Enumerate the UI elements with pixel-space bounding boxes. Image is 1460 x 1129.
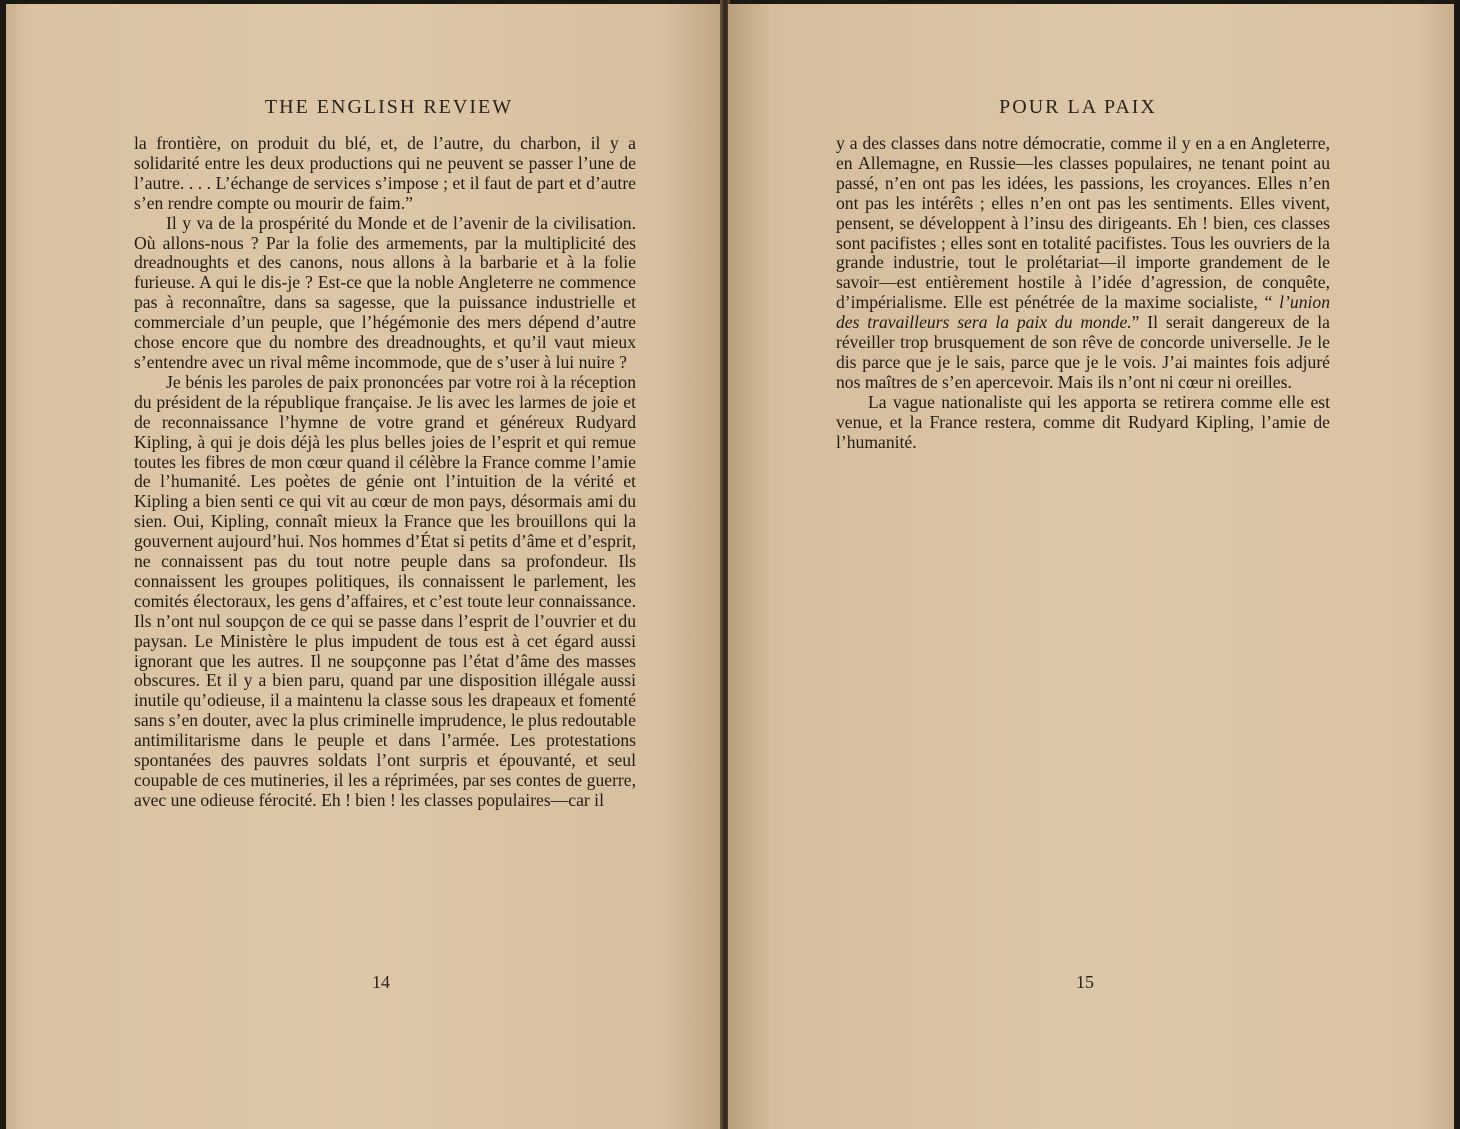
paragraph: Je bénis les paroles de paix prononcées par votre roi à la réception du président de la république française. Je lis avec les larmes de joie et de reconnaissance l’hymne de votre grand et généreux Rudyard Kipling, à qui je dois déjà les plus belles joies de l’esprit et qui remue toutes les fibres de mon cœur quand il célèbre la France comme l’amie de l’humanité. Les poètes de génie ont l’intuition de la vérité et Kipling a bien senti ce qui vit au cœur de mon pays, désormais ami du sien. Oui, Kipling, connaît mieux la France que les brouillons qui la gouvernent aujourd’hui. Nos hommes d’État si petits d’âme et d’esprit, ne connaissent pas du tout notre peuple dans sa profondeur. Ils connaissent les groupes politiques, ils connaissent le parlement, les comités électoraux, les gens d’affaires, et c’est toute leur connaissance. Ils n’ont nul soupçon de ce qui se passe dans l’esprit de l’ouvrier et du paysan. Le Ministère le plus impudent de tous est à cet égard aussi ignorant que les autres. Il ne soupçonne pas l’état d’âme des masses obscures. Et il y a bien paru, quand par une disposition illégale aussi inutile qu’odieuse, il a maintenu la classe sous les drapeaux et fomenté sans s’en douter, avec la plus criminelle imprudence, le plus redoutable antimilitarisme dans le peuple et dans l’armée. Les protestations spontanées des pauvres soldats l’ont surpris et épouvanté, et seul coupable de ces mutineries, il les a réprimées, par ses contes de guerre, avec une odieuse férocité. Eh ! bien ! les classes populaires—car il bbox=[134, 371, 636, 810]
paragraph: Il y va de la prospérité du Monde et de l’avenir de la civilisation. Où allons-nous ? Par la folie des armements, par la multiplicité des dreadnoughts et des canons, nous allons à la barbarie et à la folie furieuse. A qui le dis-je ? Est-ce que la noble Angleterre ne commence pas à reconnaître, dans sa sagesse, que la puissance industrielle et commerciale d’un peuple, que l’hégémonie des mers dépend d’autre chose encore que du nombre des dreadnoughts, et qu’il vaut mieux s’entendre avec un rival même incommode, que de s’user à lui nuire ? bbox=[134, 212, 636, 372]
paragraph: la frontière, on produit du blé, et, de l’autre, du charbon, il y a solidarité entre les deux productions qui ne peuvent se passer l’une de l’autre. . . . L’échange de services s’impose ; et il faut de part et d’autre s’en rendre compte ou mourir de faim.” bbox=[134, 133, 636, 213]
right-page bbox=[728, 4, 1454, 1129]
page-number-right: 15 bbox=[1076, 972, 1094, 992]
left-page-text bbox=[134, 134, 636, 811]
paragraph-text: ” Il serait dangereux de la réveiller trop brusquement de son rêve de concorde universelle. Je le dis parce que je le sais, parce que je le vois. J’ai maintes fois adjuré nos maîtres de s’en apercevoir. Mais ils n’ont ni cœur ni oreilles. bbox=[836, 312, 1330, 392]
right-page-text bbox=[836, 134, 1330, 453]
running-head-right: POUR LA PAIX bbox=[999, 96, 1157, 118]
paragraph bbox=[836, 134, 1330, 393]
running-head-left: THE ENGLISH REVIEW bbox=[264, 96, 514, 118]
page-number-left: 14 bbox=[372, 972, 390, 992]
paragraph: La vague nationaliste qui les apporta se retirera comme elle est venue, et la France restera, comme dit Rudyard Kipling, l’amie de l’humanité. bbox=[836, 391, 1330, 452]
paragraph-text: y a des classes dans notre démocratie, comme il y en a en Angleterre, en Allemagne, en Russie—les classes populaires, ne tenant point au passé, n’en ont pas les idées, les passions, les croyances. Elles n’en ont pas les intérêts ; elles n’en ont pas les sentiments. Elles vivent, pensent, se développent à l’insu des dirigeants. Eh ! bien, ces classes sont pacifistes ; elles sont en totalité pacifistes. Tous les ouvriers de la grande industrie, tout le prolétariat—il importe grandement de le savoir—est entièrement hostile à l’idée d’agression, de conquête, d’impérialisme. Elle est pénétrée de la maxime socialiste, “ bbox=[836, 133, 1330, 313]
quoted-maxim: l’union des travailleurs sera la paix du monde. bbox=[836, 292, 1330, 333]
left-page bbox=[6, 4, 724, 1129]
